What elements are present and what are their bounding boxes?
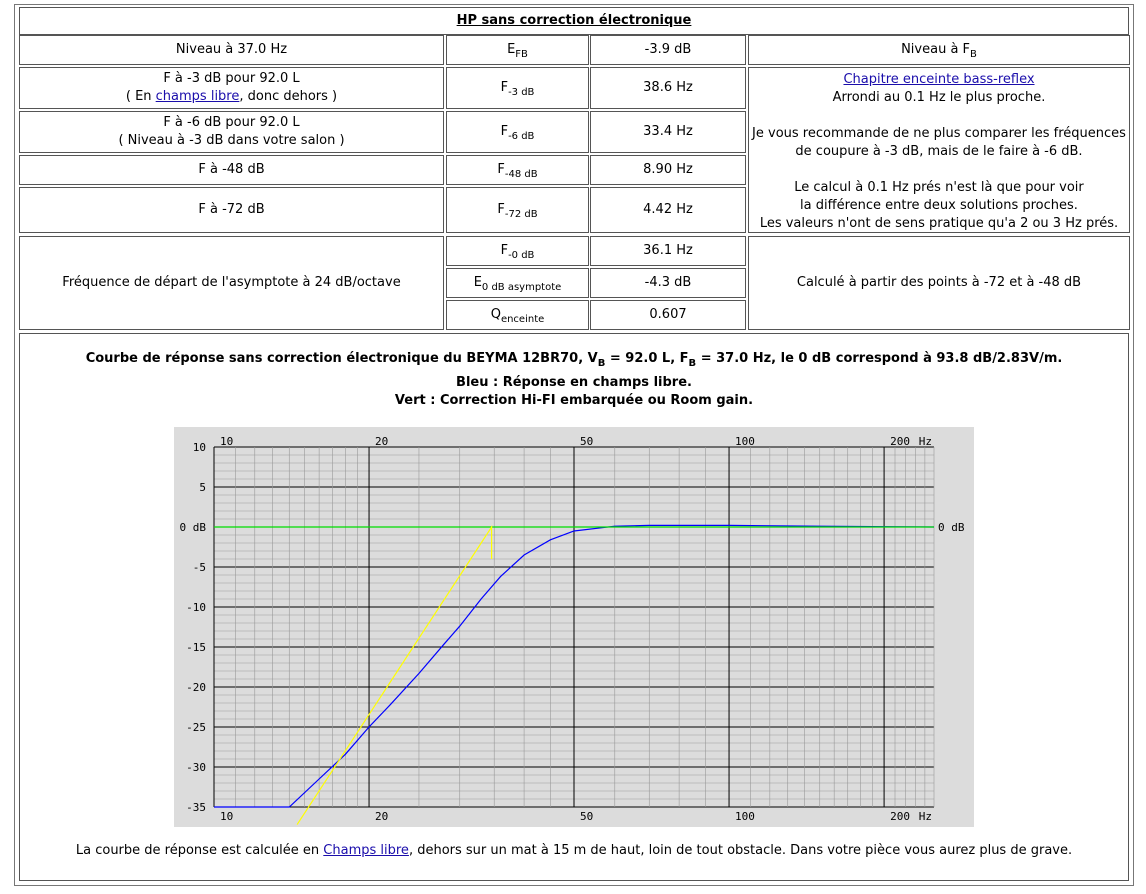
note-line-2: Je vous recommande de ne plus comparer les fréquences xyxy=(752,126,1126,141)
f0-symbol: $F_{-0 dB}$ xyxy=(446,236,589,266)
champs-libre-link[interactable]: champs libre xyxy=(155,89,240,104)
f48-label: F à -48 dB xyxy=(19,155,444,185)
f72-label: F à -72 dB xyxy=(19,187,444,233)
graph-legend-green: Vert : Correction Hi-FI embarquée ou Room gain. xyxy=(394,393,754,408)
x-tick-label-bottom: 10 xyxy=(220,810,234,823)
f72-value: 4.42 Hz xyxy=(590,187,746,233)
y-tick-label: -20 xyxy=(186,681,206,694)
y-tick-label: -25 xyxy=(186,721,206,734)
x-tick-label-top: 10 xyxy=(220,435,234,448)
q-value: 0.607 xyxy=(590,300,746,330)
note-line-3: de coupure à -3 dB, mais de le faire à -6 dB. xyxy=(795,144,1083,159)
y-tick-label: -35 xyxy=(186,801,206,814)
niveau-value: -3.9 dB xyxy=(590,35,746,65)
asymptote-label: Fréquence de départ de l'asymptote à 24 dB/octave xyxy=(19,236,444,330)
q-symbol: $Q_{enceinte}$ xyxy=(446,300,589,330)
x-tick-label-top: 20 xyxy=(375,435,389,448)
niveau-symbol: $E_{FB}$ xyxy=(446,35,589,65)
x-tick-label-top: 100 xyxy=(735,435,755,448)
e0-symbol: $E_{0 dB asymptote}$ xyxy=(446,268,589,298)
f0-value: 36.1 Hz xyxy=(590,236,746,266)
y-tick-label: 5 xyxy=(199,481,206,494)
x-tick-label-top: 200 xyxy=(890,435,910,448)
f3-label: F à -3 dB pour 92.0 L ( En champs libre, donc dehors ) xyxy=(19,67,444,109)
notes-cell xyxy=(748,67,1130,233)
response-chart xyxy=(174,427,974,827)
f6-symbol: $F_{-6 dB}$ xyxy=(446,111,589,153)
y-tick-label: -30 xyxy=(186,761,206,774)
f3-value: 38.6 Hz xyxy=(590,67,746,109)
y-tick-label: -5 xyxy=(192,561,206,574)
e0-value: -4.3 dB xyxy=(590,268,746,298)
f72-symbol: $F_{-72 dB}$ xyxy=(446,187,589,233)
note-line-4: Le calcul à 0.1 Hz prés n'est là que pour voir xyxy=(794,180,1084,195)
graph-legend-blue: Bleu : Réponse en champs libre. xyxy=(456,375,692,390)
asymptote-note: Calculé à partir des points à -72 et à -48 dB xyxy=(748,236,1130,330)
note-line-6: Les valeurs n'ont de sens pratique qu'a 2 ou 3 Hz prés. xyxy=(759,216,1119,231)
x-tick-label-top: 50 xyxy=(580,435,594,448)
x-unit-label-bottom: Hz xyxy=(918,810,932,823)
graph-footer: La courbe de réponse est calculée en Champs libre, dehors sur un mat à 15 m de haut, loin de tout obstacle. Dans votre pièce vous aurez plus de grave. xyxy=(75,843,1073,858)
x-unit-label-top: Hz xyxy=(918,435,932,448)
note-line-5: la différence entre deux solutions proches. xyxy=(800,198,1078,213)
response-chart-svg xyxy=(174,427,974,827)
f48-value: 8.90 Hz xyxy=(590,155,746,185)
table-title: HP sans correction électronique xyxy=(19,7,1129,35)
y-tick-label: 0 dB xyxy=(179,521,206,534)
bass-reflex-link[interactable]: Chapitre enceinte bass-reflex xyxy=(843,72,1035,87)
x-tick-label-bottom: 50 xyxy=(580,810,594,823)
f6-label: F à -6 dB pour 92.0 L ( Niveau à -3 dB dans votre salon ) xyxy=(19,111,444,153)
champs-libre-footer-link[interactable]: Champs libre xyxy=(323,843,409,858)
x-tick-label-bottom: 100 xyxy=(735,810,755,823)
f3-symbol: $F_{-3 dB}$ xyxy=(446,67,589,109)
x-tick-label-bottom: 200 xyxy=(890,810,910,823)
f6-value: 33.4 Hz xyxy=(590,111,746,153)
y-tick-label: -10 xyxy=(186,601,206,614)
niveau-note: Niveau à $F_B$ xyxy=(748,35,1130,65)
y-tick-label: 10 xyxy=(192,441,206,454)
graph-title: Courbe de réponse sans correction électronique du BEYMA 12BR70, $V_B = 92.0$ L, $F_B = 37.0$ Hz, le 0 dB correspond à 93.8 dB/2.83V/m. xyxy=(85,351,1063,369)
y-tick-label: -15 xyxy=(186,641,206,654)
f48-symbol: $F_{-48 dB}$ xyxy=(446,155,589,185)
x-tick-label-bottom: 20 xyxy=(375,810,389,823)
niveau-label: Niveau à 37.0 Hz xyxy=(19,35,444,65)
note-line-1: Arrondi au 0.1 Hz le plus proche. xyxy=(832,90,1046,105)
y-right-label: 0 dB xyxy=(938,521,965,534)
